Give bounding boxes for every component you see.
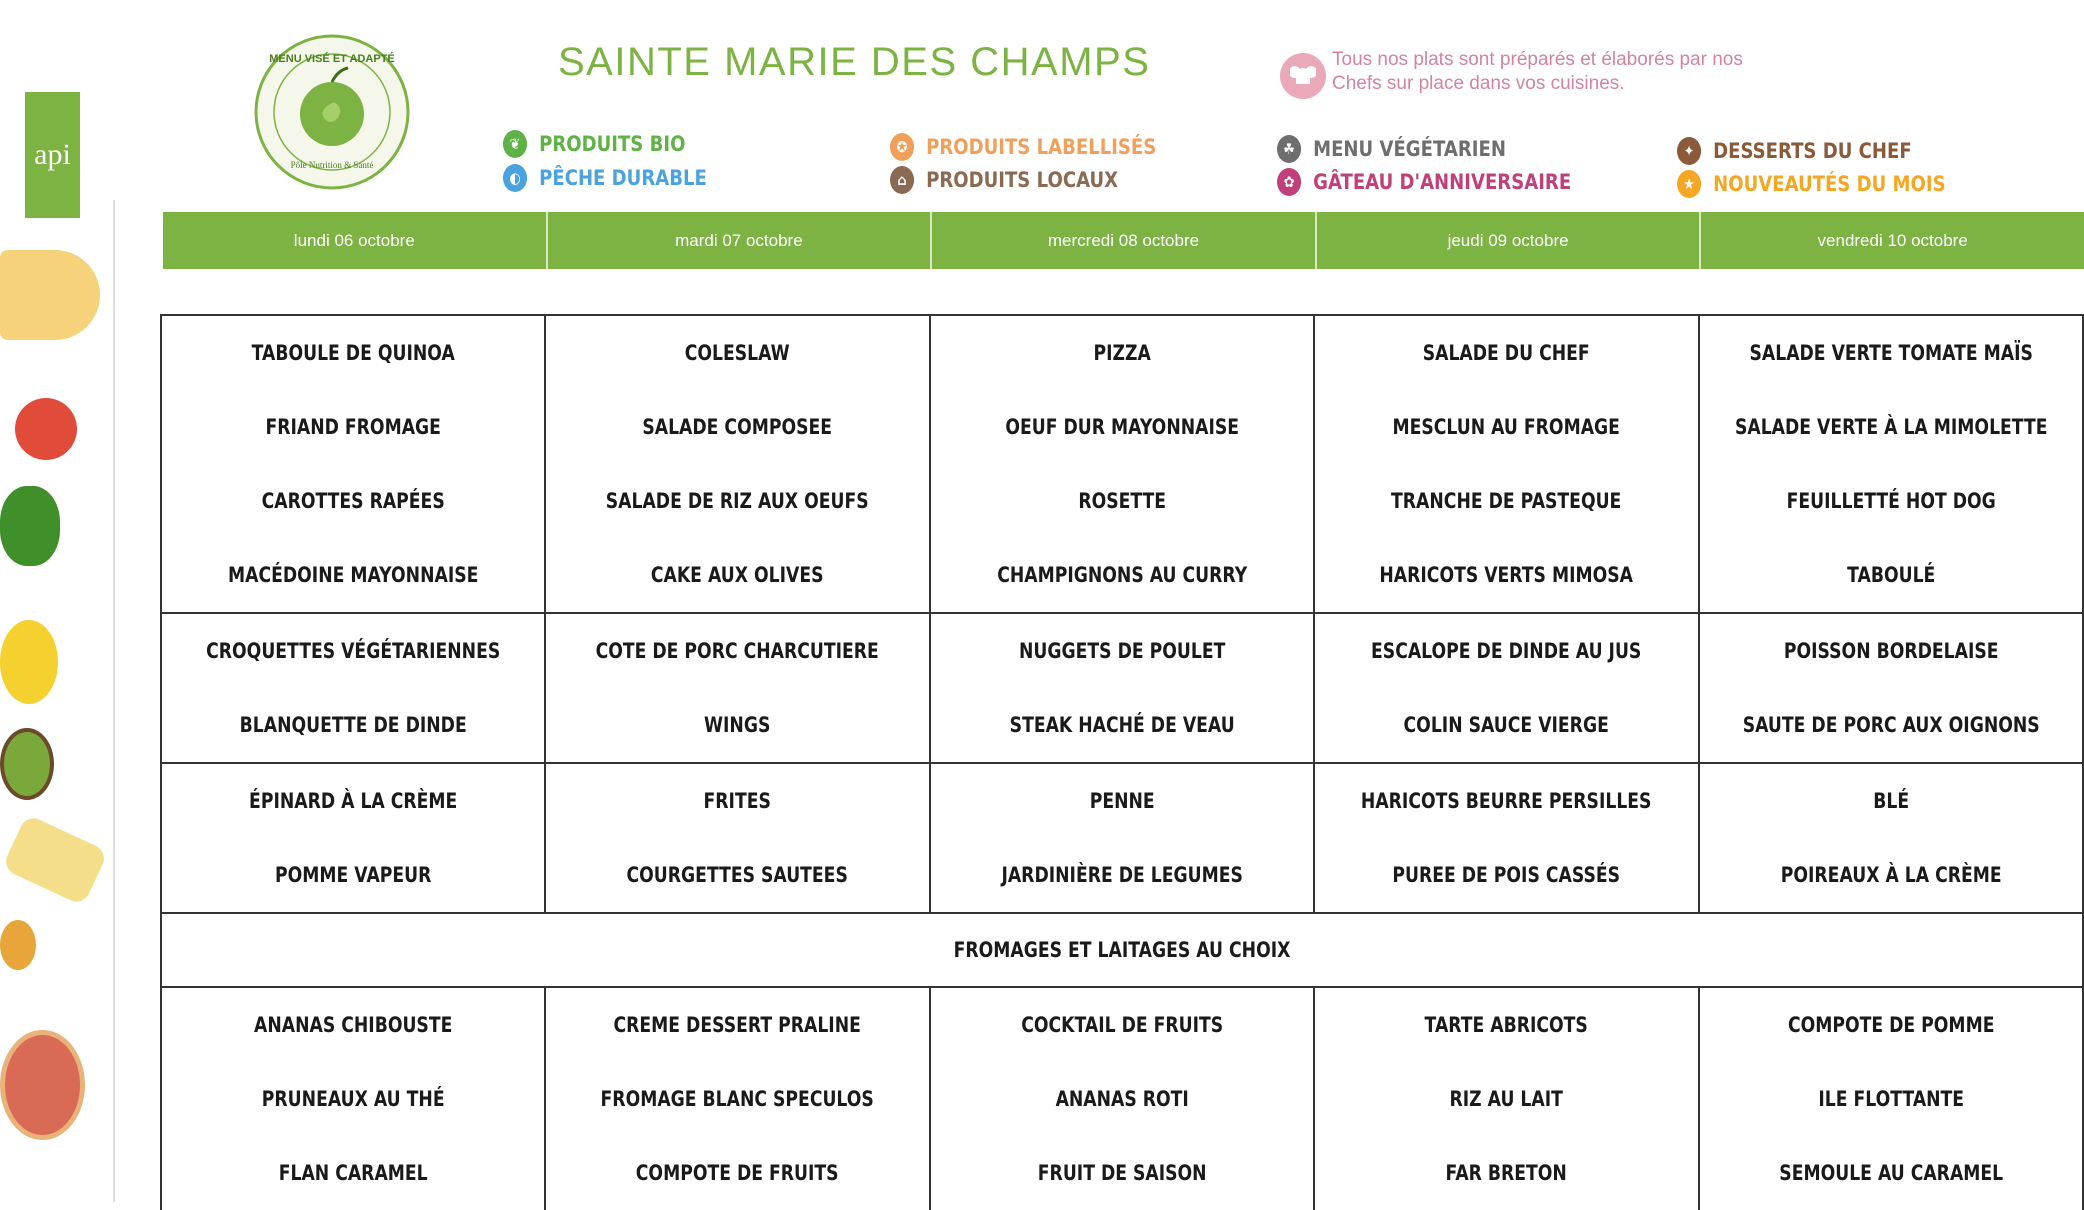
menu-cell bbox=[545, 315, 929, 613]
dish-name: FRUIT DE SAISON bbox=[1037, 1161, 1207, 1185]
fruit-tart-illustration bbox=[0, 1030, 85, 1140]
dish-name: SALADE VERTE À LA MIMOLETTE bbox=[1734, 415, 2048, 439]
legend-item bbox=[1677, 137, 1912, 165]
dish-name: NUGGETS DE POULET bbox=[1018, 639, 1226, 663]
dish-item bbox=[931, 1062, 1313, 1136]
dish-item bbox=[1700, 316, 2082, 390]
dish-item bbox=[1315, 464, 1697, 538]
dish-item bbox=[546, 390, 928, 464]
svg-text:Pôle Nutrition & Santé: Pôle Nutrition & Santé bbox=[290, 160, 374, 170]
dish-name: SALADE VERTE TOMATE MAÏS bbox=[1749, 341, 2033, 365]
dish-name: PENNE bbox=[1089, 789, 1155, 813]
dish-name: FEUILLETTÉ HOT DOG bbox=[1786, 489, 1996, 513]
dish-item bbox=[931, 390, 1313, 464]
dish-name: PUREE DE POIS CASSÉS bbox=[1392, 863, 1621, 887]
dish-item bbox=[931, 614, 1313, 688]
dish-name: SALADE DE RIZ AUX OEUFS bbox=[606, 489, 870, 513]
dish-item bbox=[162, 838, 544, 912]
dish-item bbox=[162, 614, 544, 688]
menu-cell bbox=[1699, 987, 2083, 1210]
dish-item bbox=[931, 988, 1313, 1062]
menu-cell bbox=[930, 987, 1314, 1210]
dish-item bbox=[546, 988, 928, 1062]
menu-cell bbox=[1699, 315, 2083, 613]
dish-name: CROQUETTES VÉGÉTARIENNES bbox=[206, 639, 501, 663]
chef-hat-icon bbox=[1280, 53, 1326, 99]
dish-name: COCKTAIL DE FRUITS bbox=[1020, 1013, 1223, 1037]
dish-name: SAUTE DE PORC AUX OIGNONS bbox=[1742, 713, 2040, 737]
dish-name: SALADE COMPOSEE bbox=[642, 415, 833, 439]
legend-label: PÊCHE DURABLE bbox=[539, 166, 707, 190]
dish-item bbox=[546, 316, 928, 390]
chef-dessert-icon: ✦ bbox=[1677, 137, 1701, 165]
dish-name: COLESLAW bbox=[685, 341, 791, 365]
dish-name: CAROTTES RAPÉES bbox=[261, 489, 445, 513]
dish-item bbox=[1315, 988, 1697, 1062]
dish-item bbox=[546, 1136, 928, 1210]
dish-item bbox=[1315, 838, 1697, 912]
menu-cell bbox=[1314, 613, 1698, 763]
dish-name: JARDINIÈRE DE LEGUMES bbox=[1001, 863, 1243, 887]
dish-name: ANANAS CHIBOUSTE bbox=[254, 1013, 453, 1037]
menu-table bbox=[160, 314, 2084, 1210]
dish-item bbox=[1700, 1136, 2082, 1210]
dish-name: COTE DE PORC CHARCUTIERE bbox=[595, 639, 880, 663]
dish-name: RIZ AU LAIT bbox=[1449, 1087, 1564, 1111]
cheese-label: FROMAGES ET LAITAGES AU CHOIX bbox=[953, 938, 1291, 962]
dish-item bbox=[162, 538, 544, 612]
dish-name: ANANAS ROTI bbox=[1055, 1087, 1189, 1111]
legend-label: MENU VÉGÉTARIEN bbox=[1313, 137, 1506, 161]
dish-item bbox=[931, 538, 1313, 612]
dish-item bbox=[931, 316, 1313, 390]
dish-name: ÉPINARD À LA CRÈME bbox=[249, 789, 458, 813]
dish-name: SEMOULE AU CARAMEL bbox=[1778, 1161, 2003, 1185]
dish-name: TABOULÉ bbox=[1846, 563, 1935, 587]
legend-item bbox=[890, 166, 1118, 194]
menu-cell bbox=[930, 613, 1314, 763]
day-header: mercredi 08 octobre bbox=[932, 212, 1317, 269]
day-header-bar bbox=[163, 212, 2084, 269]
dish-name: TABOULE DE QUINOA bbox=[251, 341, 455, 365]
dish-name: FLAN CARAMEL bbox=[278, 1161, 428, 1185]
dish-name: WINGS bbox=[704, 713, 771, 737]
dish-item bbox=[1315, 390, 1697, 464]
dish-name: OEUF DUR MAYONNAISE bbox=[1005, 415, 1239, 439]
dish-item bbox=[1700, 838, 2082, 912]
legend-item bbox=[890, 133, 1156, 161]
dish-name: HARICOTS BEURRE PERSILLES bbox=[1361, 789, 1652, 813]
decorative-strip bbox=[0, 0, 118, 1202]
dish-name: ILE FLOTTANTE bbox=[1817, 1087, 1964, 1111]
dish-name: PIZZA bbox=[1093, 341, 1151, 365]
pepper-illustration bbox=[0, 486, 60, 566]
dish-item bbox=[546, 764, 928, 838]
fruit-illustration bbox=[0, 920, 36, 970]
legend-item bbox=[503, 164, 707, 192]
dish-item bbox=[162, 464, 544, 538]
kiwi-illustration bbox=[0, 728, 54, 800]
dish-name: BLÉ bbox=[1872, 789, 1909, 813]
vegetarian-icon: ☘ bbox=[1277, 135, 1301, 163]
dish-name: ROSETTE bbox=[1078, 489, 1166, 513]
dish-name: STEAK HACHÉ DE VEAU bbox=[1009, 713, 1235, 737]
new-icon: ★ bbox=[1677, 170, 1701, 198]
lemon-illustration bbox=[0, 620, 58, 704]
day-header: vendredi 10 octobre bbox=[1817, 230, 1968, 250]
menu-cell bbox=[930, 315, 1314, 613]
desserts-row bbox=[161, 987, 2083, 1210]
menu-cell bbox=[930, 763, 1314, 913]
dish-item bbox=[162, 988, 544, 1062]
legend-label: NOUVEAUTÉS DU MOIS bbox=[1713, 172, 1946, 196]
cheese-cell bbox=[161, 913, 2083, 987]
legend-item bbox=[503, 130, 685, 158]
pie-illustration bbox=[0, 250, 100, 340]
dish-item bbox=[546, 538, 928, 612]
dish-item bbox=[1700, 464, 2082, 538]
dish-item bbox=[546, 614, 928, 688]
dish-name: ESCALOPE DE DINDE AU JUS bbox=[1371, 639, 1642, 663]
cake-icon: ✿ bbox=[1277, 168, 1301, 196]
menu-cell bbox=[1699, 763, 2083, 913]
day-header: lundi 06 octobre bbox=[163, 212, 548, 269]
menu-cell bbox=[161, 613, 545, 763]
menu-cell bbox=[1314, 987, 1698, 1210]
dish-item bbox=[931, 464, 1313, 538]
legend-label: PRODUITS LABELLISÉS bbox=[926, 135, 1157, 159]
day-header: mardi 07 octobre bbox=[548, 212, 933, 269]
menu-cell bbox=[1314, 315, 1698, 613]
dish-name: TARTE ABRICOTS bbox=[1424, 1013, 1589, 1037]
dish-name: FRITES bbox=[703, 789, 772, 813]
menu-cell bbox=[161, 987, 545, 1210]
dish-item bbox=[1700, 688, 2082, 762]
chef-note: Tous nos plats sont préparés et élaborés par nos Chefs sur place dans vos cuisines. bbox=[1332, 49, 1743, 94]
menu-cell bbox=[545, 987, 929, 1210]
menu-cell bbox=[1699, 613, 2083, 763]
dish-item bbox=[1315, 316, 1697, 390]
dish-item bbox=[162, 764, 544, 838]
dish-item bbox=[546, 688, 928, 762]
starters-row bbox=[161, 315, 2083, 613]
dish-name: PRUNEAUX AU THÉ bbox=[261, 1087, 445, 1111]
dish-item bbox=[1700, 390, 2082, 464]
dish-item bbox=[1700, 988, 2082, 1062]
day-header: jeudi 09 octobre bbox=[1317, 212, 1702, 269]
menu-cell bbox=[1314, 763, 1698, 913]
dish-item bbox=[1315, 1136, 1697, 1210]
page-title: SAINTE MARIE DES CHAMPS bbox=[558, 40, 1151, 84]
medal-icon: ✪ bbox=[890, 133, 914, 161]
dish-name: SALADE DU CHEF bbox=[1422, 341, 1590, 365]
divider bbox=[113, 200, 115, 1202]
dish-item bbox=[1315, 764, 1697, 838]
svg-text:MENU VISÉ ET ADAPTÉ: MENU VISÉ ET ADAPTÉ bbox=[269, 53, 395, 65]
dish-name: COMPOTE DE FRUITS bbox=[636, 1161, 839, 1185]
dish-item bbox=[162, 316, 544, 390]
legend-label: PRODUITS BIO bbox=[539, 132, 686, 156]
brand-logo: api bbox=[25, 92, 80, 218]
nutrition-seal-icon bbox=[252, 32, 412, 192]
dish-item bbox=[546, 838, 928, 912]
legend-label: PRODUITS LOCAUX bbox=[926, 168, 1119, 192]
dish-item bbox=[1700, 614, 2082, 688]
dish-name: COMPOTE DE POMME bbox=[1787, 1013, 1995, 1037]
dish-item bbox=[931, 764, 1313, 838]
dish-name: FRIAND FROMAGE bbox=[265, 415, 441, 439]
fish-icon: ◐ bbox=[503, 164, 527, 192]
legend-label: DESSERTS DU CHEF bbox=[1713, 139, 1912, 163]
legend-item bbox=[1277, 168, 1571, 196]
dish-item bbox=[1700, 1062, 2082, 1136]
dish-item bbox=[162, 390, 544, 464]
dish-item bbox=[931, 688, 1313, 762]
dish-name: HARICOTS VERTS MIMOSA bbox=[1379, 563, 1634, 587]
menu-cell bbox=[161, 315, 545, 613]
leaf-icon: ❦ bbox=[503, 130, 527, 158]
dish-name: TRANCHE DE PASTEQUE bbox=[1391, 489, 1622, 513]
dish-item bbox=[1315, 614, 1697, 688]
dish-item bbox=[931, 1136, 1313, 1210]
dish-item bbox=[1700, 538, 2082, 612]
dish-item bbox=[1315, 688, 1697, 762]
menu-cell bbox=[545, 613, 929, 763]
dish-item bbox=[162, 688, 544, 762]
legend-item bbox=[1677, 170, 1946, 198]
dish-name: MACÉDOINE MAYONNAISE bbox=[227, 563, 479, 587]
local-icon: ⌂ bbox=[890, 166, 914, 194]
dish-name: POISSON BORDELAISE bbox=[1783, 639, 1999, 663]
dish-name: CREME DESSERT PRALINE bbox=[613, 1013, 862, 1037]
dish-name: FAR BRETON bbox=[1445, 1161, 1568, 1185]
dish-name: CAKE AUX OLIVES bbox=[651, 563, 824, 587]
cheese-row bbox=[161, 913, 2083, 987]
dish-item bbox=[1315, 1062, 1697, 1136]
dish-name: CHAMPIGNONS AU CURRY bbox=[996, 563, 1247, 587]
dish-item bbox=[546, 464, 928, 538]
menu-cell bbox=[545, 763, 929, 913]
dish-item bbox=[546, 1062, 928, 1136]
legend-label: GÂTEAU D'ANNIVERSAIRE bbox=[1313, 170, 1572, 194]
dish-item bbox=[1700, 764, 2082, 838]
tomato-illustration bbox=[15, 398, 77, 460]
legend-item bbox=[1277, 135, 1506, 163]
dish-name: BLANQUETTE DE DINDE bbox=[239, 713, 467, 737]
dish-item bbox=[1315, 538, 1697, 612]
dish-item bbox=[931, 838, 1313, 912]
menu-cell bbox=[161, 763, 545, 913]
dish-name: MESCLUN AU FROMAGE bbox=[1392, 415, 1621, 439]
mains-row bbox=[161, 613, 2083, 763]
dish-name: POIREAUX À LA CRÈME bbox=[1780, 863, 2002, 887]
dish-item bbox=[162, 1062, 544, 1136]
dish-name: FROMAGE BLANC SPECULOS bbox=[600, 1087, 875, 1111]
dish-name: COLIN SAUCE VIERGE bbox=[1403, 713, 1610, 737]
sides-row bbox=[161, 763, 2083, 913]
cheese-illustration bbox=[2, 814, 109, 906]
dish-name: COURGETTES SAUTEES bbox=[626, 863, 849, 887]
dish-name: POMME VAPEUR bbox=[274, 863, 432, 887]
dish-item bbox=[162, 1136, 544, 1210]
